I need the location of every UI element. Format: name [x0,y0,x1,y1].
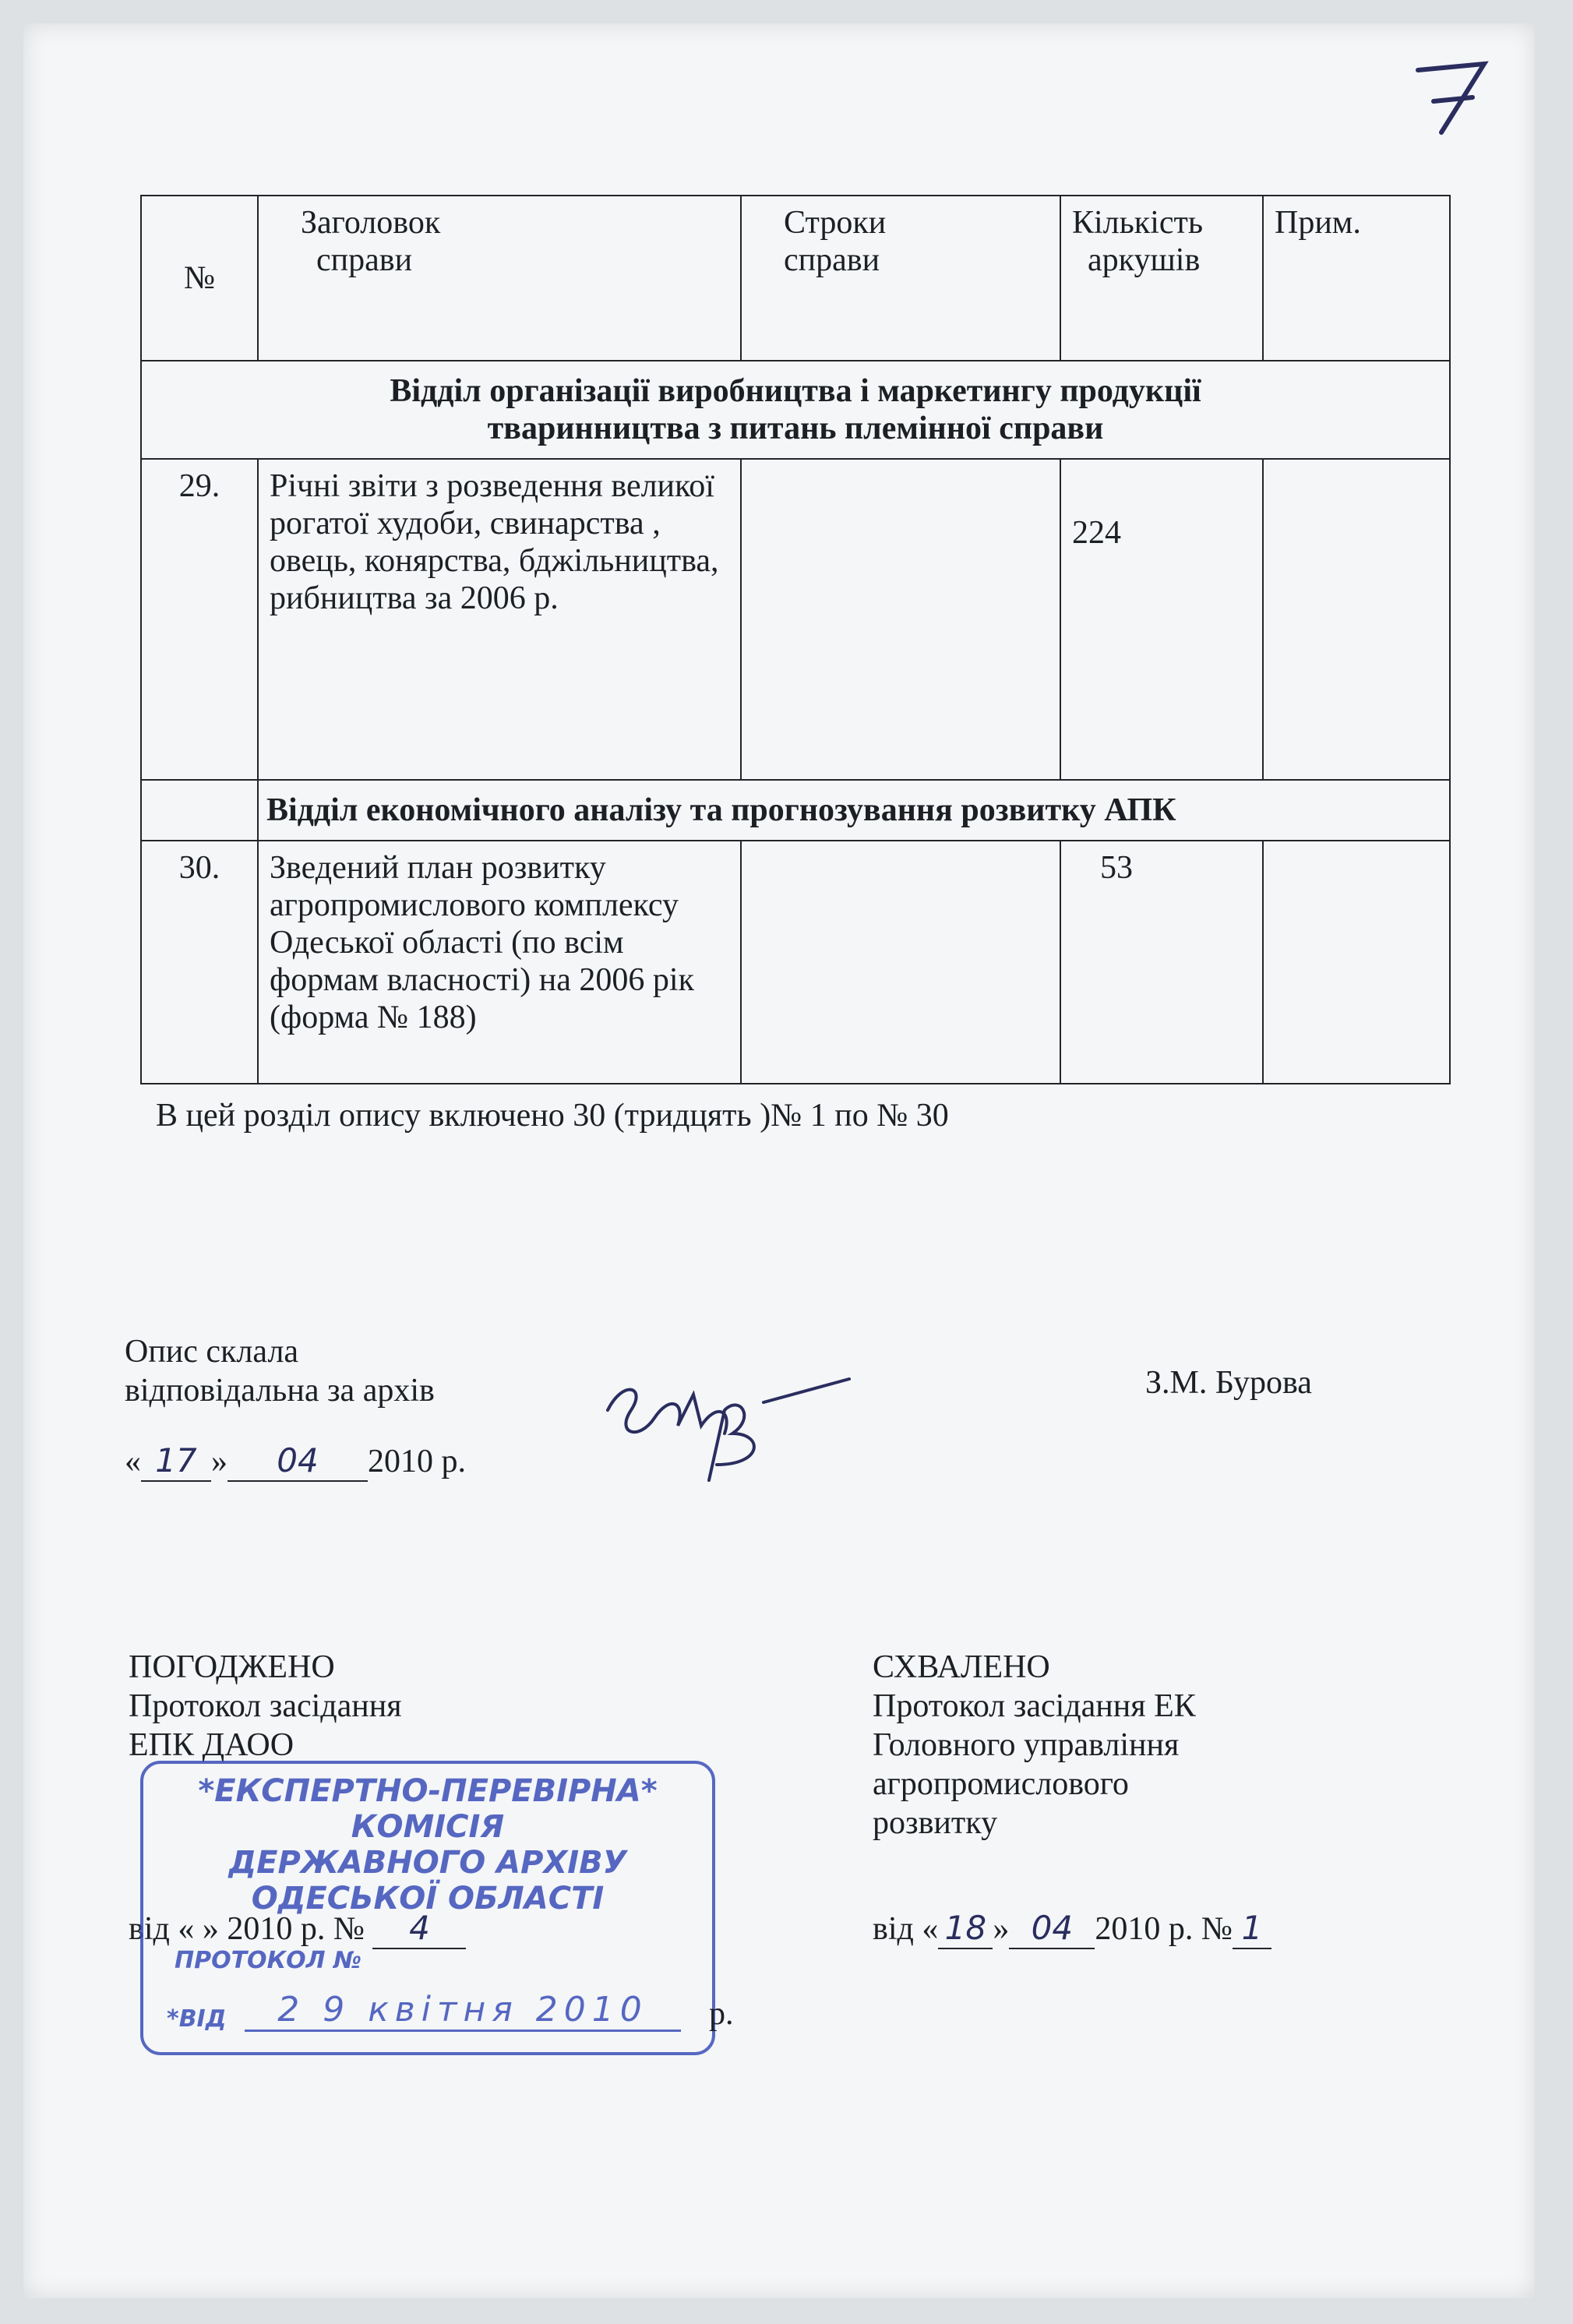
approved-line3: агропромислового [873,1766,1129,1802]
section-row [141,361,1450,459]
compiled-date [125,1441,466,1482]
section-title-line2: тваринництва з питань племінної справи [487,411,1104,446]
approved-date-month: 04 [1009,1909,1095,1949]
approved-date-year: 2010 р. № [1095,1911,1233,1947]
agreed-block [129,1648,402,1765]
section-row [141,780,1450,841]
approved-line1: Протокол засідання ЕК [873,1688,1196,1724]
agreed-title: ПОГОДЖЕНО [129,1649,335,1685]
approved-number: 1 [1233,1909,1271,1949]
stamp-date-value: 2 9 квітня 2010 [245,1990,681,2032]
header-note: Прим. [1263,196,1450,361]
approved-date-mid: » [993,1911,1010,1947]
header-sheets [1060,196,1263,361]
approved-line4: розвитку [873,1805,998,1841]
row-sheets: 224 [1060,459,1263,780]
date-quote-close: » [211,1444,227,1479]
agreed-date-line: від « » [129,1911,219,1947]
header-sheets-line2: аркушів [1088,242,1201,278]
compiled-line1: Опис склала [125,1334,299,1370]
row-note [1263,841,1450,1084]
stamp-date-suffix: р. [709,1996,734,2032]
stamp-line2: КОМІСІЯ [351,1809,505,1845]
approved-line2: Головного управління [873,1727,1180,1763]
compiled-date-day: 17 [141,1441,211,1482]
row-sheets: 53 [1060,841,1263,1084]
agreed-line2: ЕПК ДАОО [129,1727,294,1763]
header-sheets-line1: Кількість [1072,205,1204,241]
agreed-date-year: 2010 р. № [227,1911,365,1947]
header-title [258,196,741,361]
row-dates [741,841,1060,1084]
table-row [141,841,1450,1084]
compiled-date-month: 04 [227,1441,368,1482]
document-page [23,23,1535,2298]
compiled-name: З.М. Бурова [1145,1365,1312,1401]
stamp-date-label: *ВІД [167,2005,227,2033]
inventory-table [140,195,1451,1084]
header-dates-line2: справи [784,242,880,278]
section-spacer [141,780,258,841]
stamp-line3: ДЕРЖАВНОГО АРХІВУ [228,1845,627,1881]
date-quote-open: « [125,1444,141,1479]
agreed-line1: Протокол засідання [129,1688,402,1724]
compiled-line2: відповідальна за архів [125,1373,435,1409]
table-header-row [141,196,1450,361]
stamp-line1: *ЕКСПЕРТНО-ПЕРЕВІРНА* [198,1773,658,1809]
approved-block [873,1648,1196,1843]
header-title-line2: справи [316,242,413,278]
handwritten-page-number [1410,55,1496,140]
row-note [1263,459,1450,780]
header-dates [741,196,1060,361]
table-row [141,459,1450,780]
section-title-line1: Відділ організації виробництва і маркетингу продукції [390,373,1201,409]
approved-date-day: 18 [938,1909,993,1949]
approved-date [873,1909,1271,1949]
agreed-number: 4 [372,1909,466,1949]
summary-text: В цей розділ опису включено 30 (тридцять )№ 1 по № 30 [156,1098,949,1134]
section-title-economic: Відділ економічного аналізу та прогнозування розвитку АПК [258,780,1450,841]
row-dates [741,459,1060,780]
compiled-block [125,1332,466,1482]
row-number: 30. [141,841,258,1084]
stamp-line4: ОДЕСЬКОЇ ОБЛАСТІ [251,1881,605,1917]
header-dates-line1: Строки [784,205,887,241]
row-title: Річні звіти з розведення великої рогатої худоби, свинарства , овець, конярства, бджільництва, рибництва за 2006 р. [258,459,741,780]
row-number: 29. [141,459,258,780]
approved-title: СХВАЛЕНО [873,1649,1050,1685]
compiled-date-year: 2010 р. [368,1444,466,1479]
header-number: № [141,196,258,361]
section-title-livestock [141,361,1450,459]
header-title-line1: Заголовок [301,205,441,241]
stamp-protocol-label: ПРОТОКОЛ № [175,1947,362,1974]
signature [600,1363,865,1488]
archive-stamp [140,1761,715,2055]
row-title: Зведений план розвитку агропромислового комплексу Одеської області (по всім формам власності) на 2006 рік (форма № 188) [258,841,741,1084]
approved-date-open: від « [873,1911,939,1947]
